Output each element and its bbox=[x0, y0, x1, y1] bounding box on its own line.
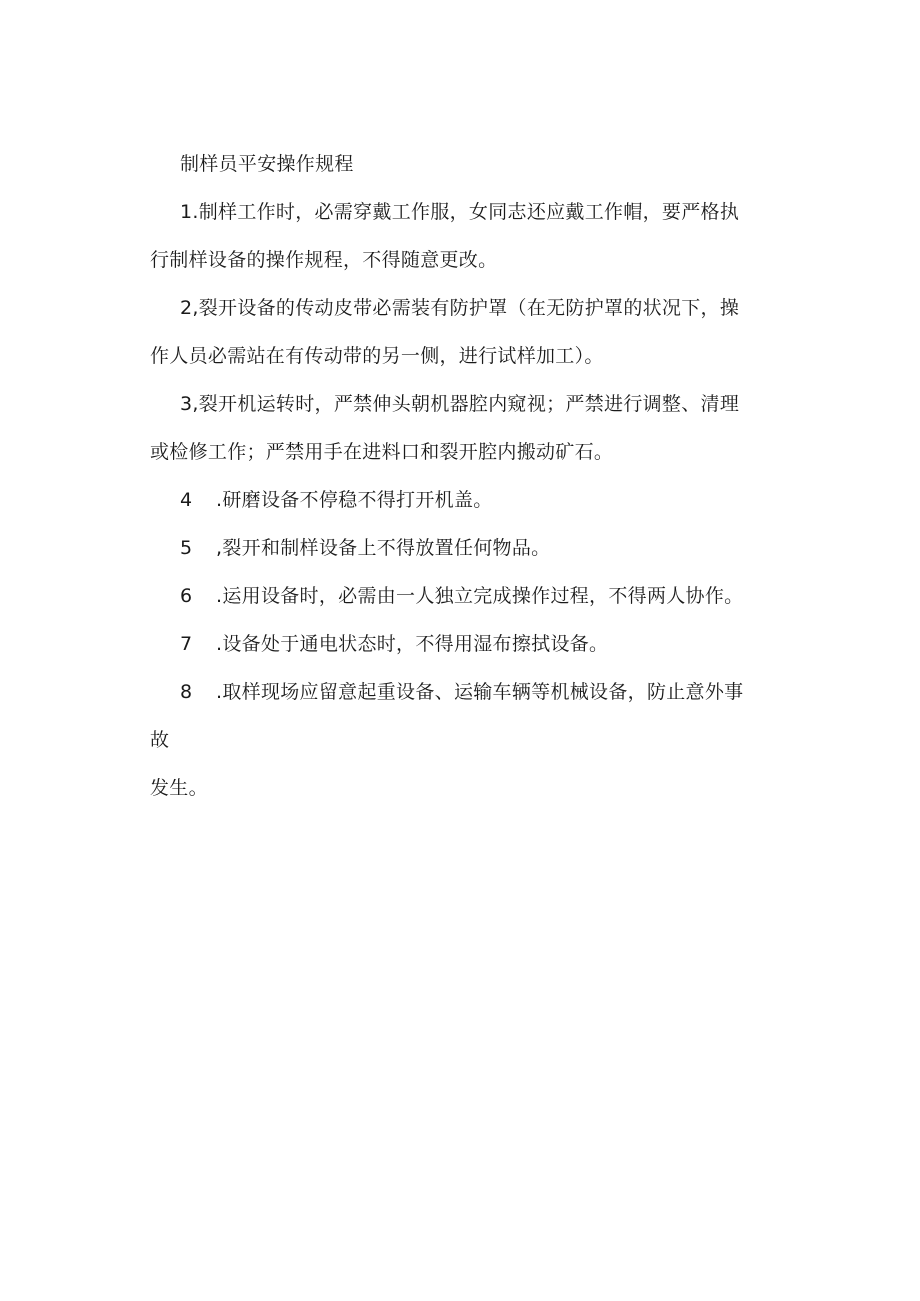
rule-item-2-cont: 作人员必需站在有传动带的另一侧，进行试样加工）。 bbox=[150, 345, 604, 367]
rule-number: 4 bbox=[180, 489, 193, 511]
rule-text: 裂开机运转时，严禁伸头朝机器腔内窥视；严禁进行调整、清理 bbox=[198, 393, 740, 415]
rule-text: ,裂开和制样设备上不得放置任何物品。 bbox=[216, 537, 551, 559]
rule-item-8-cont-1: 故 bbox=[150, 729, 170, 751]
rule-item-1 bbox=[150, 188, 810, 236]
rule-number: 6 bbox=[180, 585, 193, 607]
rule-item-1-cont: 行制样设备的操作规程，不得随意更改。 bbox=[150, 249, 498, 271]
rule-item-3 bbox=[150, 380, 810, 428]
rule-number: 7 bbox=[180, 633, 193, 655]
rule-item-6 bbox=[150, 572, 810, 620]
document-title: 制样员平安操作规程 bbox=[180, 153, 354, 175]
rule-number: 3, bbox=[180, 393, 199, 415]
rule-item-2 bbox=[150, 284, 810, 332]
rule-item-8-cont-2: 发生。 bbox=[150, 777, 208, 799]
rule-text: .运用设备时，必需由一人独立完成操作过程，不得两人协作。 bbox=[216, 585, 744, 607]
rule-item-7 bbox=[150, 620, 810, 668]
rule-item-4 bbox=[150, 476, 810, 524]
rule-item-5 bbox=[150, 524, 810, 572]
rule-item-8 bbox=[150, 668, 810, 716]
rule-number: 2, bbox=[180, 297, 199, 319]
document-body bbox=[150, 140, 810, 812]
rule-text: .研磨设备不停稳不得打开机盖。 bbox=[216, 489, 493, 511]
rule-text: .设备处于通电状态时，不得用湿布擦拭设备。 bbox=[216, 633, 609, 655]
rule-number: 8 bbox=[180, 681, 193, 703]
rule-number: 1. bbox=[180, 201, 199, 223]
rule-text: 裂开设备的传动皮带必需装有防护罩（在无防护罩的状况下，操 bbox=[198, 297, 740, 319]
rule-item-3-cont: 或检修工作；严禁用手在进料口和裂开腔内搬动矿石。 bbox=[150, 441, 614, 463]
rule-text: .取样现场应留意起重设备、运输车辆等机械设备，防止意外事 bbox=[216, 681, 744, 703]
rule-number: 5 bbox=[180, 537, 193, 559]
rule-text: 制样工作时，必需穿戴工作服，女同志还应戴工作帽，要严格执 bbox=[198, 201, 740, 223]
